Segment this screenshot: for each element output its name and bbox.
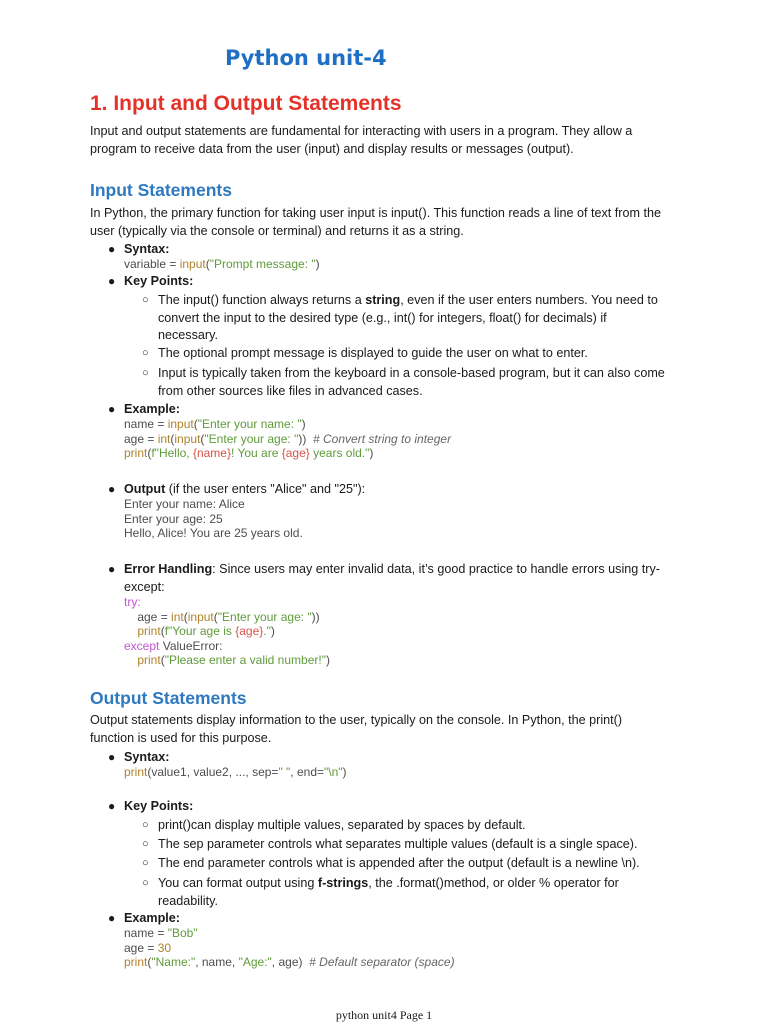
intro-paragraph	[90, 123, 690, 158]
bullet-icon: ●	[108, 242, 116, 256]
section-heading-input-output: 1. Input and Output Statements	[90, 92, 402, 115]
bullet-icon: ●	[108, 274, 116, 288]
output-description	[90, 712, 690, 747]
input-statements-heading: Input Statements	[90, 180, 232, 200]
output-desc-line-2: function is used for this purpose.	[90, 730, 272, 745]
input-description	[90, 205, 690, 240]
output-line-2: Enter your age: 25	[124, 511, 223, 526]
output-statements-heading: Output Statements	[90, 688, 247, 708]
intro-line-1: Input and output statements are fundamental for interacting with users in a program. They allow a	[90, 124, 633, 138]
output-suffix: (if the user enters "Alice" and "25"):	[165, 482, 366, 496]
document-title: Python unit-4	[225, 46, 387, 70]
page-footer: python unit4 Page 1	[335, 1008, 433, 1022]
circle-bullet-icon: ○	[142, 838, 149, 850]
example-label: Example:	[124, 402, 180, 416]
input-output-code	[124, 497, 303, 541]
circle-bullet-icon: ○	[142, 819, 149, 831]
bullet-icon: ●	[108, 482, 116, 496]
output-syntax-code: print(value1, value2, ..., sep=" ", end="\n")	[124, 765, 347, 779]
key-points-label: Key Points:	[124, 799, 194, 813]
bullet-icon: ●	[108, 799, 116, 813]
input-example-code: name = input("Enter your name: ") age = int(input("Enter your age: ")) # Convert string to integer print(f"Hello, {name}! You are {age} years old.")	[124, 417, 452, 460]
circle-bullet-icon: ○	[142, 294, 149, 306]
error-handling-code: try: age = int(input("Enter your age: ")) print(f"Your age is {age}.") except ValueError: print("Please enter a valid number!")	[124, 595, 330, 667]
circle-bullet-icon: ○	[142, 857, 149, 869]
syntax-label: Syntax:	[124, 242, 170, 256]
bullet-icon: ●	[108, 911, 116, 925]
example-label: Example:	[124, 911, 180, 925]
document-page: Python unit-4 1. Input and Output Statements Input and output statements are fundamental for interacting with users in a program. They allow a program to receive data from the user (input) and display results or messages (output). Input Statements In Python, the primary function for taking user input is input(). This function reads a line of text from the user (typically via the console or terminal) and returns it as a string. ● Syntax: variable = input("Prompt message: ") ● Key Points: ○ The input() function always returns a string, even if the user enters numbers. You need to convert the input to the desired type (e.g., int() for integers, float() for decimals) if necessary. ○ The optional prompt message is displayed to guide the user on what to enter. ○ Input is typically taken from the keyboard in a console-based program, but it can also come from other sources like files in advanced cases. ● Example: name = input("Enter your name: ") age = int(input("Enter your age: ")) # Convert string to integer print(f"Hello, {name}! You are {age} years old.") ● Output (if the user enters "Alice" and "25"): Enter your name: Alice Enter your age: 25 Hello, Alice! You are 25 years old. ● Error Handling: Since users may enter invalid data, it’s good practice to handle errors using try- except: try: age = int(input("Enter your age: ")) print(f"Your age is {age}.") except ValueError: print("Please enter a valid number!") Output Statements Output statements display information to the user, typically on the console. In Python, the print() function is used for this purpose. ● Syntax: print(value1, value2, ..., sep=" ", end="\n") ● Key Points: ○ print()can display multiple values, separated by spaces by default. ○ The sep parameter controls what separates multiple values (default is a single space). ○ The end parameter controls what is appended after the output (default is a newline \n). ○ You can format output using f-strings, the .format()method, or older % operator for readability. ● Example: name = "Bob" age = 30 print("Name:", name, "Age:", age) # Default separator (space) python unit4 Page 1	[0, 0, 768, 1024]
input-desc-line-1: In Python, the primary function for taking user input is input(). This function reads a line of text from the	[90, 206, 661, 220]
input-desc-line-2: user (typically via the console or terminal) and returns it as a string.	[90, 223, 464, 238]
bullet-icon: ●	[108, 562, 116, 576]
syntax-label: Syntax:	[124, 750, 170, 764]
output-example-code: name = "Bob" age = 30 print("Name:", name, "Age:", age) # Default separator (space)	[124, 926, 455, 969]
intro-line-2: program to receive data from the user (input) and display results or messages (output).	[90, 141, 574, 156]
input-syntax-code: variable = input("Prompt message: ")	[124, 257, 320, 271]
error-handling-label: Error Handling	[124, 562, 213, 576]
output-desc-line-1: Output statements display information to the user, typically on the console. In Python, the print()	[90, 713, 623, 727]
output-label: Output	[124, 482, 166, 496]
circle-bullet-icon: ○	[142, 347, 149, 359]
output-line-3: Hello, Alice! You are 25 years old.	[124, 526, 303, 540]
circle-bullet-icon: ○	[142, 877, 149, 889]
circle-bullet-icon: ○	[142, 367, 149, 379]
bullet-icon: ●	[108, 402, 116, 416]
bullet-icon: ●	[108, 750, 116, 764]
key-points-label: Key Points:	[124, 274, 194, 288]
output-line-1: Enter your name: Alice	[124, 497, 245, 511]
